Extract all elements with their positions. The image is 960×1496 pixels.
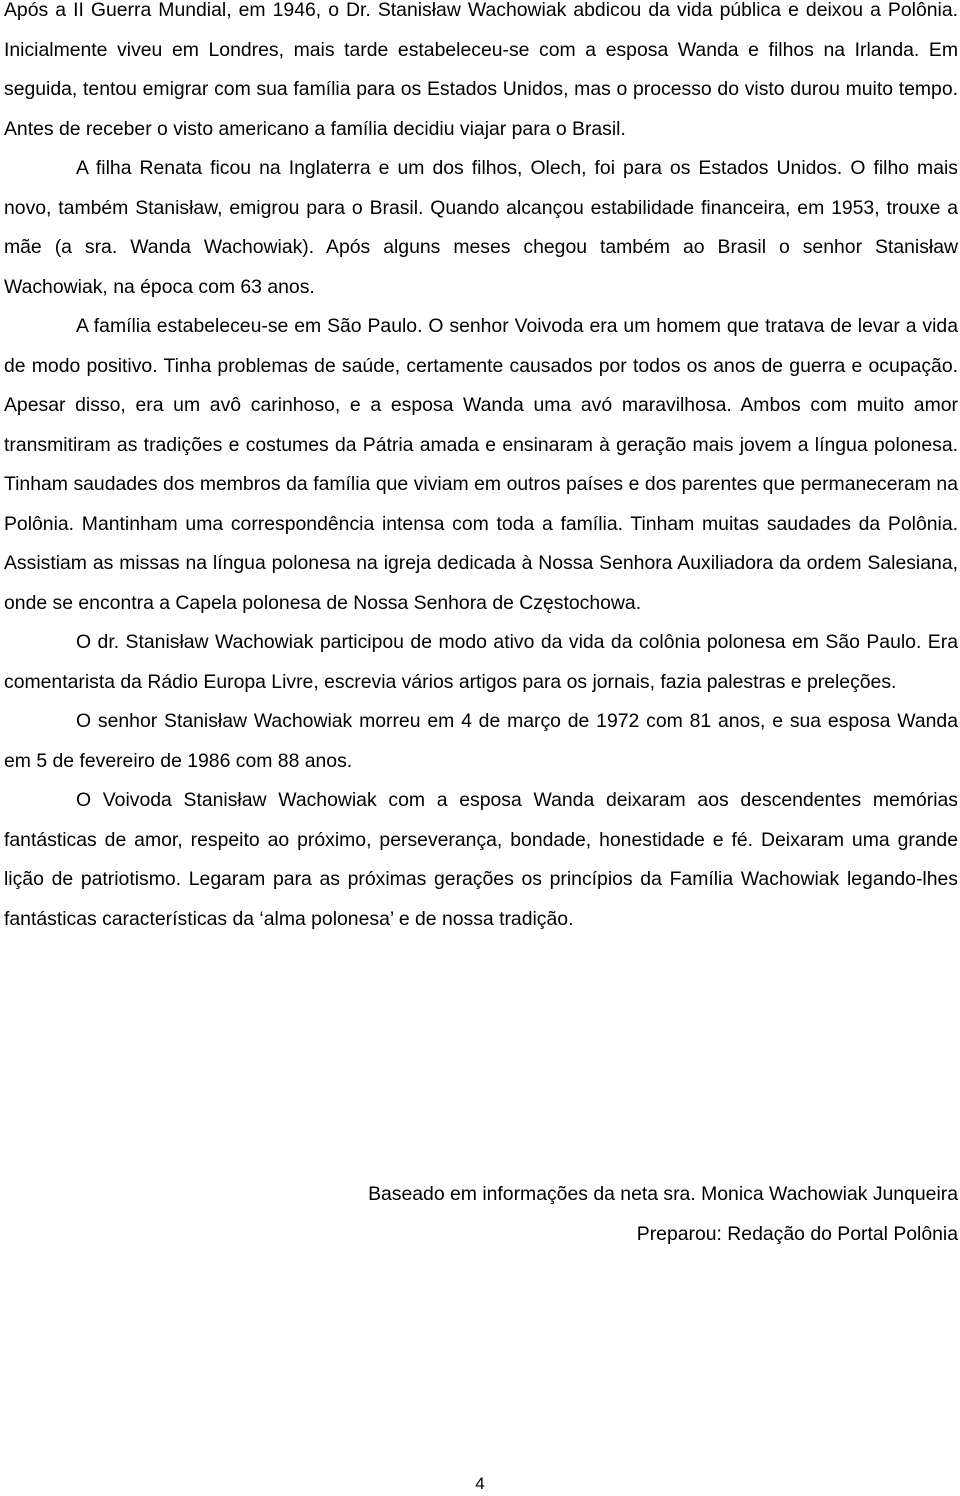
paragraph-polish-colony: O dr. Stanisław Wachowiak participou de modo ativo da vida da colônia polonesa em São Paulo. Era comentarista da Rádio Europa Livre, escrevia vários artigos para os jornais, fazia palestras e preleções. — [4, 631, 958, 693]
source-credit: Baseado em informações da neta sra. Monica Wachowiak Junqueira — [368, 1183, 958, 1205]
document-body — [4, 0, 958, 939]
paragraph-legacy: O Voivoda Stanisław Wachowiak com a esposa Wanda deixaram aos descendentes memórias fantásticas de amor, respeito ao próximo, perseverança, bondade, honestidade e fé. Deixaram uma grande lição de patriotismo. Legaram para as próximas gerações os princípios da Família Wachowiak legando-lhes fantásticas características da ‘alma polonesa’ e de nossa tradição. — [4, 789, 958, 930]
paragraph-deaths: O senhor Stanisław Wachowiak morreu em 4 de março de 1972 com 81 anos, e sua esposa Wanda em 5 de fevereiro de 1986 com 88 anos. — [4, 710, 958, 772]
paragraph-postwar-emigration: Após a II Guerra Mundial, em 1946, o Dr. Stanisław Wachowiak abdicou da vida pública e deixou a Polônia. Inicialmente viveu em Londres, mais tarde estabeleceu-se com a esposa Wanda e filhos na Irlanda. Em seguida, tentou emigrar com sua família para os Estados Unidos, mas o processo do visto durou muito tempo. Antes de receber o visto americano a família decidiu viajar para o Brasil. — [4, 0, 958, 140]
paragraph-sao-paulo-life: A família estabeleceu-se em São Paulo. O senhor Voivoda era um homem que tratava de levar a vida de modo positivo. Tinha problemas de saúde, certamente causados por todos os anos de guerra e ocupação. Apesar disso, era um avô carinhoso, e a esposa Wanda uma avó maravilhosa. Ambos com muito amor transmitiram as tradições e costumes da Pátria amada e ensinaram à geração mais jovem a língua polonesa. Tinham saudades dos membros da família que viviam em outros países e dos parentes que permaneceram na Polônia. Mantinham uma correspondência intensa com toda a família. Tinham muitas saudades da Polônia. Assistiam as missas na língua polonesa na igreja dedicada à Nossa Senhora Auxiliadora da ordem Salesiana, onde se encontra a Capela polonesa de Nossa Senhora de Częstochowa. — [4, 315, 958, 614]
page-number: 4 — [475, 1474, 485, 1493]
prepared-by: Preparou: Redação do Portal Polônia — [636, 1223, 958, 1245]
paragraph-children: A filha Renata ficou na Inglaterra e um dos filhos, Olech, foi para os Estados Unidos. O filho mais novo, também Stanisław, emigrou para o Brasil. Quando alcançou estabilidade financeira, em 1953, trouxe a mãe (a sra. Wanda Wachowiak). Após alguns meses chegou também ao Brasil o senhor Stanisław Wachowiak, na época com 63 anos. — [4, 157, 958, 298]
